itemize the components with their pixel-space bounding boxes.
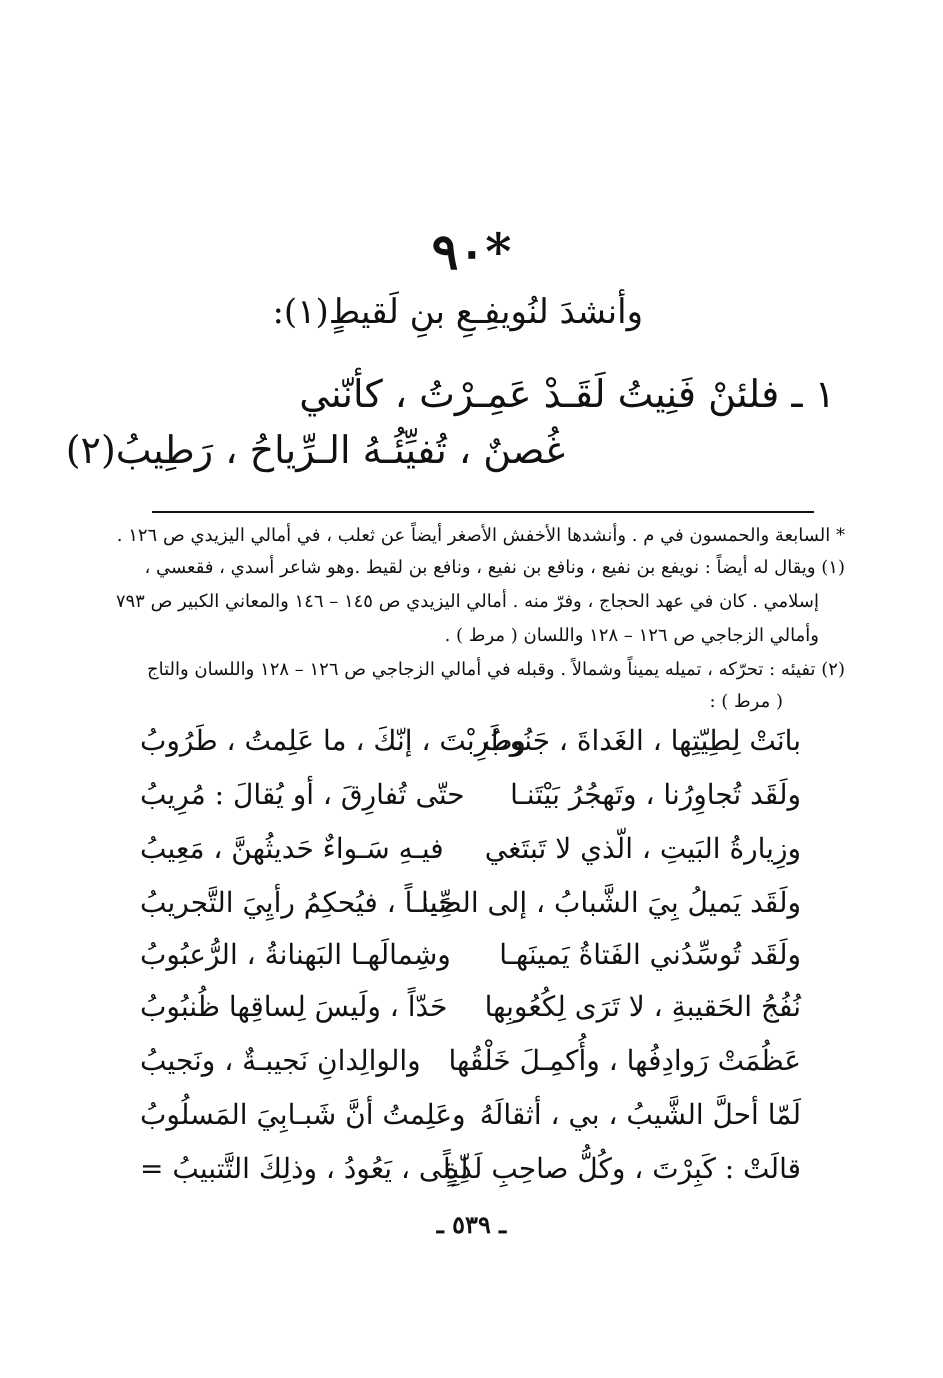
cited-verse [0,1098,943,1138]
verse-sadr: نُفُجُ الحَقيبةِ ، لا تَرَى لِكُعُوبِها [484,990,801,1023]
footnote-1-line-1: (١) ويقال له أيضاً : نويفع بن نفيع ، ونافع بن نفيع ، ونافع بن لقيط .وهو شاعر أسدي ، فقعسي ، [144,557,845,578]
verse-ajuz: لِبِلًى ، يَعُودُ ، وذلِكَ التَّتبيبُ = [140,1152,469,1185]
verse-sadr: بانَتْ لِطِيّتِها ، الغَداةَ ، جَنُوبُ [483,724,801,757]
footnote-divider [152,511,814,513]
page-number: ـ ٥٣٩ ـ [436,1210,507,1239]
verse-ajuz: حِينـاً ، فيُحكِمُ رأيِيَ التَّجريبُ [140,886,456,919]
footnote-2-line-2: ( مرط ) : [709,691,783,712]
cited-verse [0,990,943,1030]
verse-sadr: ولَقَد تُجاوِرُنا ، وتَهجُرُ بَيْتَنـا [510,778,801,811]
cited-verse [0,938,943,978]
verse-sadr: لَمّا أحلَّ الشَّيبُ ، بي ، أثقالَهُ [479,1098,801,1131]
opening-verse-first-hemistich: ١ ـ فلئنْ فَنِيتُ لَقَـدْ عَمِـرْتُ ، كأنّني [299,372,835,416]
poem-number: ٩٠* [431,222,512,281]
opening-verse-second-hemistich: غُصنٌ ، تُفيِّئُـهُ الـرِّياحُ ، رَطِيبُ(٢) [65,428,565,472]
cited-verse [0,1152,943,1192]
cited-verse [0,1044,943,1084]
footnote-1-line-2: إسلامي . كان في عهد الحجاج ، وفرّ منه . أمالي اليزيدي ص ١٤٥ – ١٤٦ والمعاني الكبير ص ٧٩٣ [115,591,819,612]
verse-sadr: عَظُمَتْ رَوادِفُها ، وأُكمِـلَ خَلْقُها [448,1044,801,1077]
verse-ajuz: وعَلِمتُ أنَّ شَبـابِيَ المَسلُوبُ [140,1098,466,1131]
cited-verse [0,886,943,926]
cited-verse [0,832,943,872]
verse-ajuz: وطَرِبْتَ ، إنّكَ ، ما عَلِمتُ ، طَرُوبُ [140,724,526,757]
verse-sadr: وزِيارةُ البَيتِ ، الّذي لا تَبتَغي [484,832,801,865]
cited-verse [0,778,943,818]
verse-sadr: قالَتْ : كَبِرْتَ ، وكُلُّ صاحِبِ لَذّةٍ [444,1152,801,1185]
footnote-2-line-1: (٢) تفيئه : تحرّكه ، تميله يميناً وشمالاً . وقبله في أمالي الزجاجي ص ١٢٦ – ١٢٨ واللسان والتاج [146,659,845,680]
verse-sadr: ولَقَد يَميلُ بِيَ الشَّبابُ ، إلى الصِّبا [421,886,801,919]
poem-title: وأنشدَ لنُويفِـعِ بنِ لَقيطٍ(١): [272,292,643,332]
verse-ajuz: فيـهِ سَـواءٌ حَديثُهنَّ ، مَعِيبُ [140,832,444,865]
verse-ajuz: حَدّاً ، ولَيسَ لِساقِها ظُنبُوبُ [140,990,448,1023]
verse-ajuz: حتّى تُفارِقَ ، أو يُقالَ : مُرِيبُ [140,778,465,811]
footnote-star: * السابعة والحمسون في م . وأنشدها الأخفش الأصغر أيضاً عن ثعلب ، في أمالي اليزيدي ص ١٢٦ . [116,525,845,546]
footnote-1-line-3: وأمالي الزجاجي ص ١٢٦ – ١٢٨ واللسان ( مرط ) . [444,625,819,646]
verse-ajuz: وشِمالَهـا البَهنانةُ ، الرُّعبُوبُ [140,938,451,971]
verse-sadr: ولَقَد تُوسِّدُني الفَتاةُ يَمينَهـا [499,938,801,971]
cited-verse [0,724,943,764]
verse-ajuz: والوالِدانِ نَجيبـةٌ ، ونَجيبُ [140,1044,421,1077]
